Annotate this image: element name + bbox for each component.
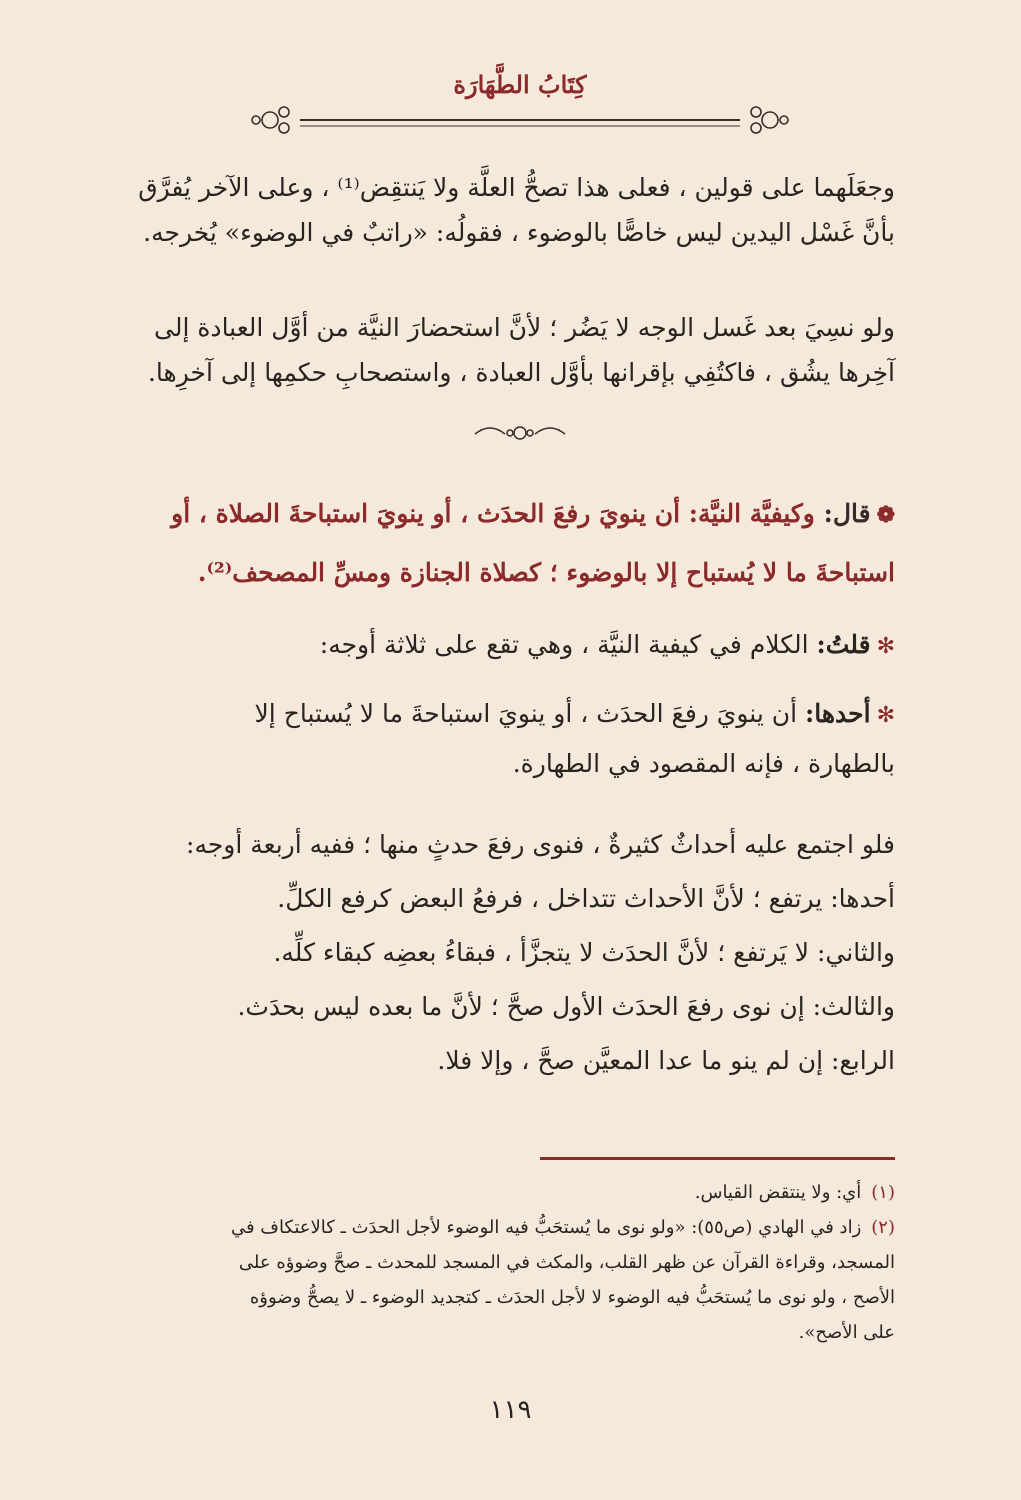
footnotes <box>135 1175 895 1350</box>
paragraph-line: آخِرها يشُق ، فاكتُفِي بإقرانها بأوَّل العبادة ، واستصحابِ حكمِها إلى آخرِها. <box>147 358 895 387</box>
paragraph-line: بأنَّ غَسْل اليدين ليس خاصًّا بالوضوء ، فقولُه: «راتبٌ في الوضوء» يُخرجه. <box>143 218 895 247</box>
footnote-continuation: الأصح ، ولو نوى ما يُستحَبُّ فيه الوضوء لا لأجل الحدَث ـ كتجديد الوضوء ـ لا يصحُّ وضوؤه <box>249 1287 895 1308</box>
footnote-continuation: المسجد، وقراءة القرآن عن ظهر القلب، والمكث في المسجد للمحدث ـ صحَّ وضوؤه على <box>238 1252 895 1273</box>
commentary-line <box>135 622 895 669</box>
first-aspect-text: بالطهارة ، فإنه المقصود في الطهارة. <box>512 749 895 778</box>
page-number: ١١٩ <box>489 1395 532 1425</box>
footnote <box>135 1175 895 1210</box>
footnote-text: زاد في الهادي (ص٥٥): «ولو نوى ما يُستحَبُّ فيه الوضوء لأجل الحدَث ـ كالاعتكاف في <box>230 1217 862 1238</box>
quote-line-1 <box>135 485 895 544</box>
quote-text: وكيفيَّة النيَّة: أن ينويَ رفعَ الحدَث ، أو ينويَ استباحةَ الصلاة ، أو <box>171 499 815 528</box>
asterisk-flower-icon: ✻ <box>876 634 895 659</box>
aspects-list <box>135 818 895 1088</box>
footnote <box>135 1210 895 1245</box>
list-item: والثالث: إن نوى رفعَ الحدَث الأول صحَّ ؛ لأنَّ ما بعده ليس بحدَث. <box>237 992 895 1021</box>
list-item: الرابع: إن لم ينو ما عدا المعيَّن صحَّ ، وإلا فلا. <box>437 1046 895 1075</box>
commentary-text: الكلام في كيفية النيَّة ، وهي تقع على ثلاثة أوجه: <box>319 630 809 659</box>
footnote-number: (٢) <box>871 1217 895 1238</box>
footnote-continuation: على الأصح». <box>798 1322 895 1343</box>
qult-label: قلتُ: <box>816 630 871 659</box>
ahad-label: أحدها: <box>805 699 871 728</box>
paragraph-1 <box>135 165 895 255</box>
section-divider-ornament <box>470 418 570 448</box>
running-header <box>240 70 800 140</box>
first-aspect-line <box>135 690 895 740</box>
flower-icon: ❁ <box>876 502 895 528</box>
quote-text: استباحةَ ما لا يُستباح إلا بالوضوء ؛ كصلاة الجنازة ومسِّ المصحف⁽²⁾. <box>197 558 895 587</box>
paragraph-2 <box>135 305 895 395</box>
paragraph-line: ولو نسِيَ بعد غَسل الوجه لا يَضُر ؛ لأنَّ استحضارَ النيَّة من أوَّل العبادة إلى <box>153 313 895 342</box>
chapter-title: كِتَابُ الطَّهَارَة <box>453 70 587 99</box>
list-item: والثاني: لا يَرتفع ؛ لأنَّ الحدَث لا يتجزَّأ ، فبقاءُ بعضِه كبقاء كلِّه. <box>273 938 895 967</box>
asterisk-flower-icon: ✻ <box>876 703 895 728</box>
header-ornament <box>240 102 800 138</box>
list-item: فلو اجتمع عليه أحداثٌ كثيرةٌ ، فنوى رفعَ حدثٍ منها ؛ ففيه أربعة أوجه: <box>186 830 895 859</box>
list-item: أحدها: يرتفع ؛ لأنَّ الأحداث تتداخل ، فرفعُ البعض كرفع الكلِّ. <box>277 884 895 913</box>
matn-quote <box>135 485 895 602</box>
first-aspect <box>135 690 895 788</box>
footnote-number: (١) <box>871 1182 895 1203</box>
first-aspect-text: أن ينويَ رفعَ الحدَث ، أو ينويَ استباحةَ ما لا يُستباح إلا <box>254 699 798 728</box>
qal-label: قال: <box>823 499 871 528</box>
commentary-intro <box>135 622 895 669</box>
paragraph-line: وجعَلَهما على قولين ، فعلى هذا تصحُّ العلَّة ولا يَنتقِض⁽¹⁾ ، وعلى الآخر يُفرَّق <box>138 173 895 202</box>
footnote-divider <box>540 1157 895 1160</box>
footnote-text: أي: ولا ينتقض القياس. <box>694 1182 862 1203</box>
